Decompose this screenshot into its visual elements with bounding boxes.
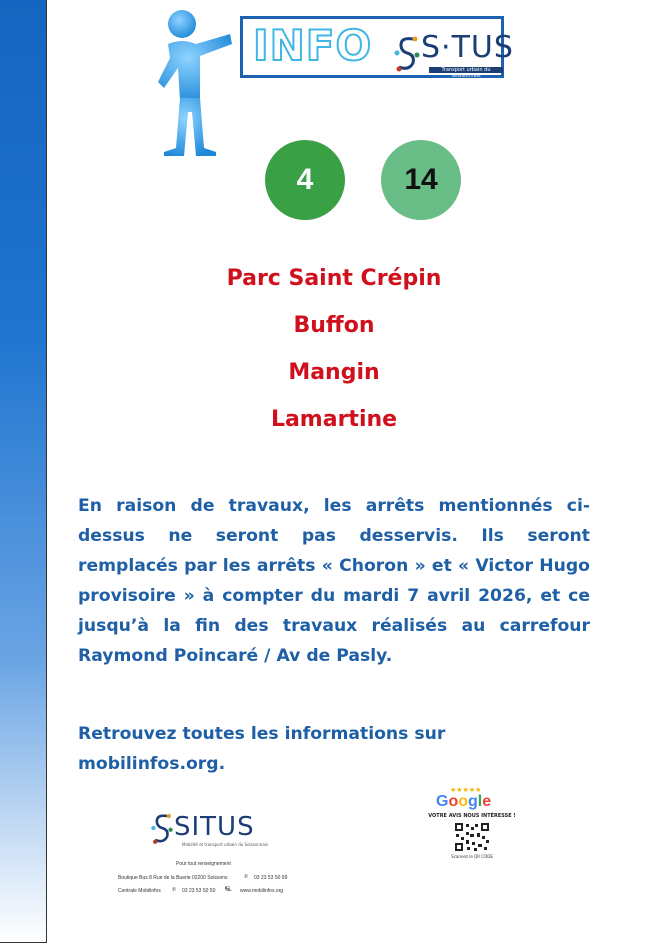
- stop-name: Lamartine: [270, 407, 398, 432]
- rating-stars: ★★★★★: [450, 786, 482, 794]
- google-tagline: VOTRE AVIS NOUS INTÉRESSE !: [428, 813, 516, 819]
- more-info-line: Retrouvez toutes les informations sur: [78, 724, 446, 744]
- footer-website: www.mobilinfos.org: [240, 888, 284, 894]
- footer-brand-sub: Mobilité et transport urbain du Soissonnais: [182, 842, 268, 847]
- situs-mark-icon: [150, 810, 174, 846]
- stop-name: Parc Saint Crépin: [226, 266, 442, 291]
- left-gradient-bar: [0, 0, 47, 943]
- centrale-label: Centrale Mobilinfos: [118, 888, 161, 894]
- qr-code-icon[interactable]: [454, 822, 490, 852]
- boutique-address: Boutique Bus 8 Rue de la Buerie 02200 Soissons: [118, 875, 228, 881]
- phone-icon: ✆: [172, 887, 177, 893]
- boutique-phone: 03 23 53 50 99: [254, 875, 288, 881]
- pour-tout-text: Pour tout renseignement: [176, 861, 231, 867]
- google-logo: Google: [436, 793, 492, 810]
- situs-logo: [393, 29, 514, 79]
- computer-icon: 🖳: [225, 886, 232, 892]
- google-review-block: [424, 786, 520, 866]
- centrale-phone: 03 23 53 50 50: [182, 888, 216, 894]
- website-link[interactable]: mobilinfos.org.: [78, 754, 226, 774]
- situs-tagline: Transport urbain du Soissonnais: [429, 67, 503, 73]
- stop-name: Mangin: [288, 360, 380, 385]
- pointing-figure-icon: [150, 8, 230, 158]
- qr-code-label: Scannez le QR CODE: [451, 854, 493, 859]
- situs-mark-icon: [393, 33, 421, 73]
- more-info-text: [78, 719, 590, 779]
- stops-list: [46, 262, 622, 450]
- line-badge-4: 4: [265, 140, 345, 220]
- footer-situs-logo: [150, 808, 290, 854]
- situs-brand: S·TUS: [421, 30, 514, 65]
- footer-brand: SITUS: [174, 812, 255, 842]
- phone-icon: ✆: [244, 874, 249, 880]
- line-badge-14: 14: [381, 140, 461, 220]
- info-label: INFO: [253, 21, 373, 70]
- stop-name: Buffon: [293, 313, 375, 338]
- info-situs-header: [240, 16, 514, 79]
- notice-paragraph: En raison de travaux, les arrêts mentionnés ci-dessus ne seront pas desservis. Ils seront remplacés par les arrêts « Choron » et « Victor Hugo provisoire » à compter du mardi 7 avril 2026, et ce jusqu’à la fin des travaux réalisés au carrefour Raymond Poincaré / Av de Pasly.: [78, 496, 590, 666]
